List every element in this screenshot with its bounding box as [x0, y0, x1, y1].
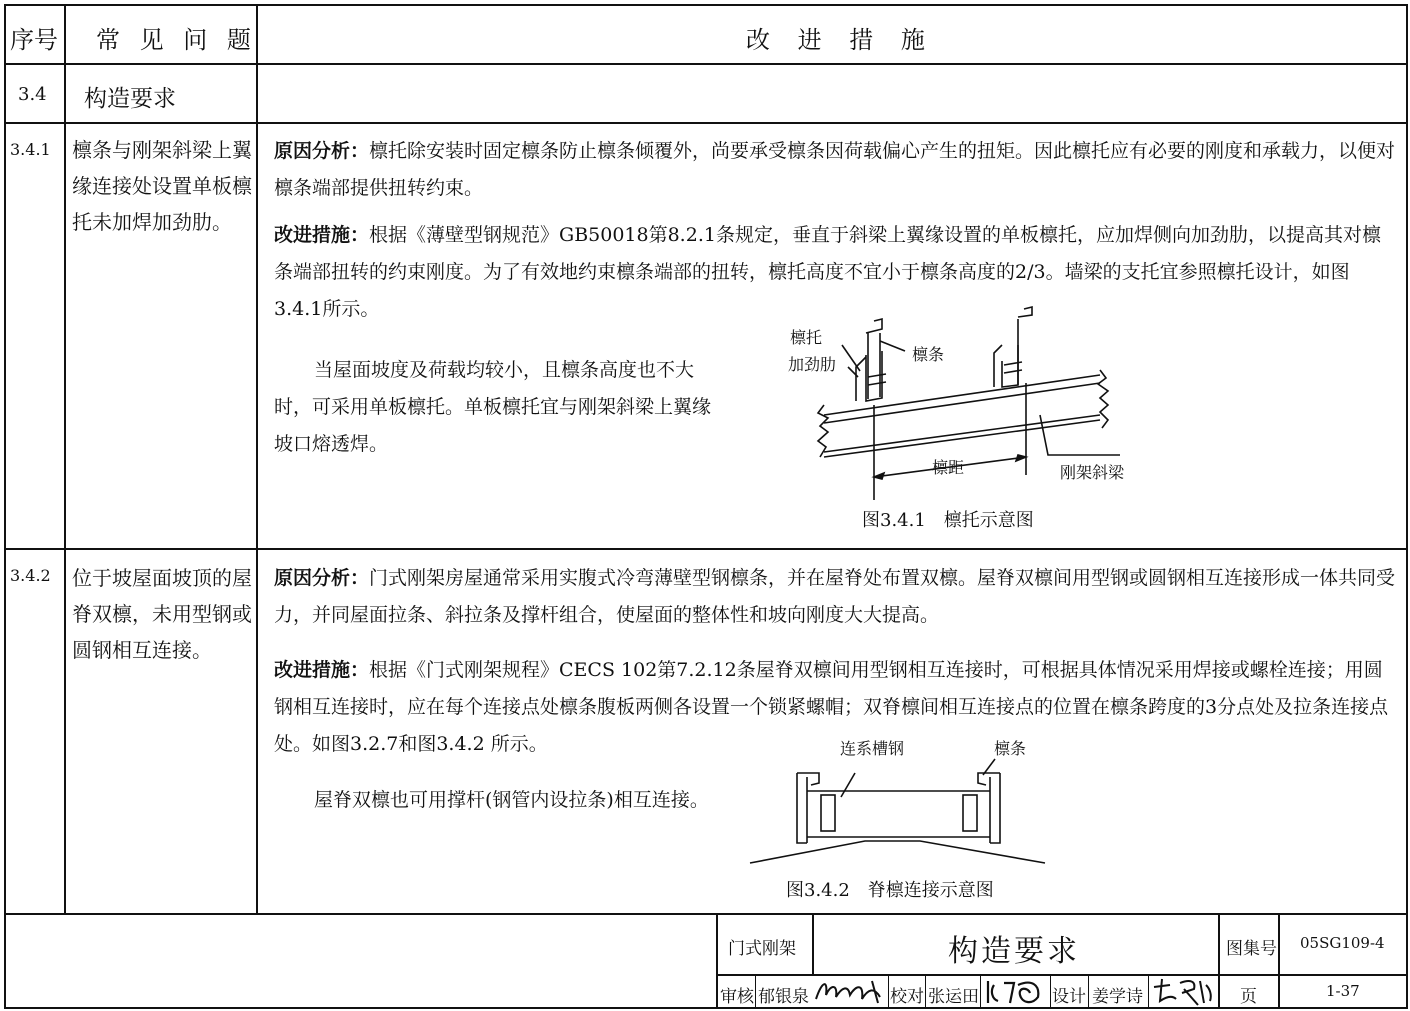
- reviewer-signature: [812, 975, 888, 1007]
- label-purlin-support: 檩托: [790, 328, 823, 347]
- improvement-measures: 改进措施：根据《薄壁型钢规范》GB50018第8.2.1条规定，垂直于斜梁上翼缘设置的单板檩托，应加焊侧向加劲肋，以提高其对檩条端部扭转的约束刚度。为了有效地约束檩条端部的扭转，檩托高度不宜小于檩条高度的2/3。墙梁的支托宜参照檩托设计，如图3.4.1所示。: [274, 224, 1381, 320]
- title-block-title: 构造要求: [948, 934, 1080, 969]
- cause-analysis: 原因分析：檩托除安装时固定檩条防止檩条倾覆外，尚要承受檩条因荷载偏心产生的扭矩。因此檩托应有必要的刚度和承载力，以便对檩条端部提供扭转约束。: [274, 140, 1396, 199]
- extra-note: 当屋面坡度及荷载均较小，且檩条高度也不大时，可采用单板檩托。单板檩托宜与刚架斜梁上翼缘坡口熔透焊。: [274, 359, 712, 455]
- review-label: 审核: [720, 987, 754, 1007]
- label-purlin-spacing: 檩距: [932, 458, 965, 477]
- label-rafter: 刚架斜梁: [1060, 463, 1125, 482]
- cause-analysis: 原因分析：门式刚架房屋通常采用实腹式冷弯薄壁型钢檩条，并在屋脊处布置双檩。屋脊双檩间用型钢或圆钢相互连接形成一体共同受力，并同屋面拉条、斜拉条及撑杆组合，使屋面的整体性和坡向刚度大大提高。: [274, 567, 1396, 626]
- designer-signature: [1150, 975, 1216, 1007]
- figure-caption: 图3.4.2 脊檩连接示意图: [786, 880, 994, 901]
- cause-label: 原因分析：: [274, 567, 370, 589]
- title-block-category: 门式刚架: [728, 939, 796, 959]
- section-number: 3.4: [18, 84, 47, 105]
- improvement-measures: 改进措施：根据《门式刚架规程》CECS 102第7.2.12条屋脊双檩间用型钢相互连接时，可根据具体情况采用焊接或螺栓连接；用圆钢相互连接时，应在每个连接点处檩条腹板两侧各设置一个锁紧螺帽；双脊檩间相互连接点的位置在檩条跨度的3分点处及拉条连接点处。如图3.2.7和图3.4.2 所示。: [274, 659, 1389, 755]
- ridge-purlin-figure: [745, 755, 1075, 870]
- fix-label: 改进措施：: [274, 224, 370, 246]
- review-name: 郁银泉: [758, 987, 809, 1007]
- check-label: 校对: [890, 987, 924, 1007]
- problem-text: 位于坡屋面坡顶的屋脊双檩，未用型钢或圆钢相互连接。: [72, 566, 252, 662]
- design-label: 设计: [1052, 987, 1086, 1007]
- label-stiffener: 加劲肋: [788, 355, 837, 374]
- cause-label: 原因分析：: [274, 140, 370, 162]
- checker-signature: [982, 975, 1050, 1007]
- figure-caption: 图3.4.1 檩托示意图: [862, 510, 1034, 531]
- title-block-atlas-number: 05SG109-4: [1300, 934, 1385, 952]
- fix-label: 改进措施：: [274, 659, 370, 681]
- label-tie-channel: 连系槽钢: [840, 739, 905, 758]
- section-title: 构造要求: [84, 86, 176, 112]
- page-label: 页: [1240, 987, 1257, 1007]
- header-col-number: 序号: [10, 26, 58, 54]
- label-purlin: 檩条: [994, 739, 1027, 758]
- row-number: 3.4.2: [10, 566, 51, 585]
- page-number: 1-37: [1326, 982, 1360, 1000]
- header-col-problem: 常 见 问 题: [96, 26, 257, 54]
- extra-note: 屋脊双檩也可用撑杆(钢管内设拉条)相互连接。: [314, 789, 709, 811]
- problem-text: 檩条与刚架斜梁上翼缘连接处设置单板檩托未加焊加劲肋。: [72, 138, 252, 234]
- check-name: 张运田: [928, 987, 979, 1007]
- design-name: 姜学诗: [1092, 987, 1143, 1007]
- title-block-atlas-label: 图集号: [1226, 939, 1277, 959]
- label-purlin: 檩条: [912, 345, 945, 364]
- row-number: 3.4.1: [10, 140, 51, 159]
- header-col-measures: 改 进 措 施: [746, 26, 935, 54]
